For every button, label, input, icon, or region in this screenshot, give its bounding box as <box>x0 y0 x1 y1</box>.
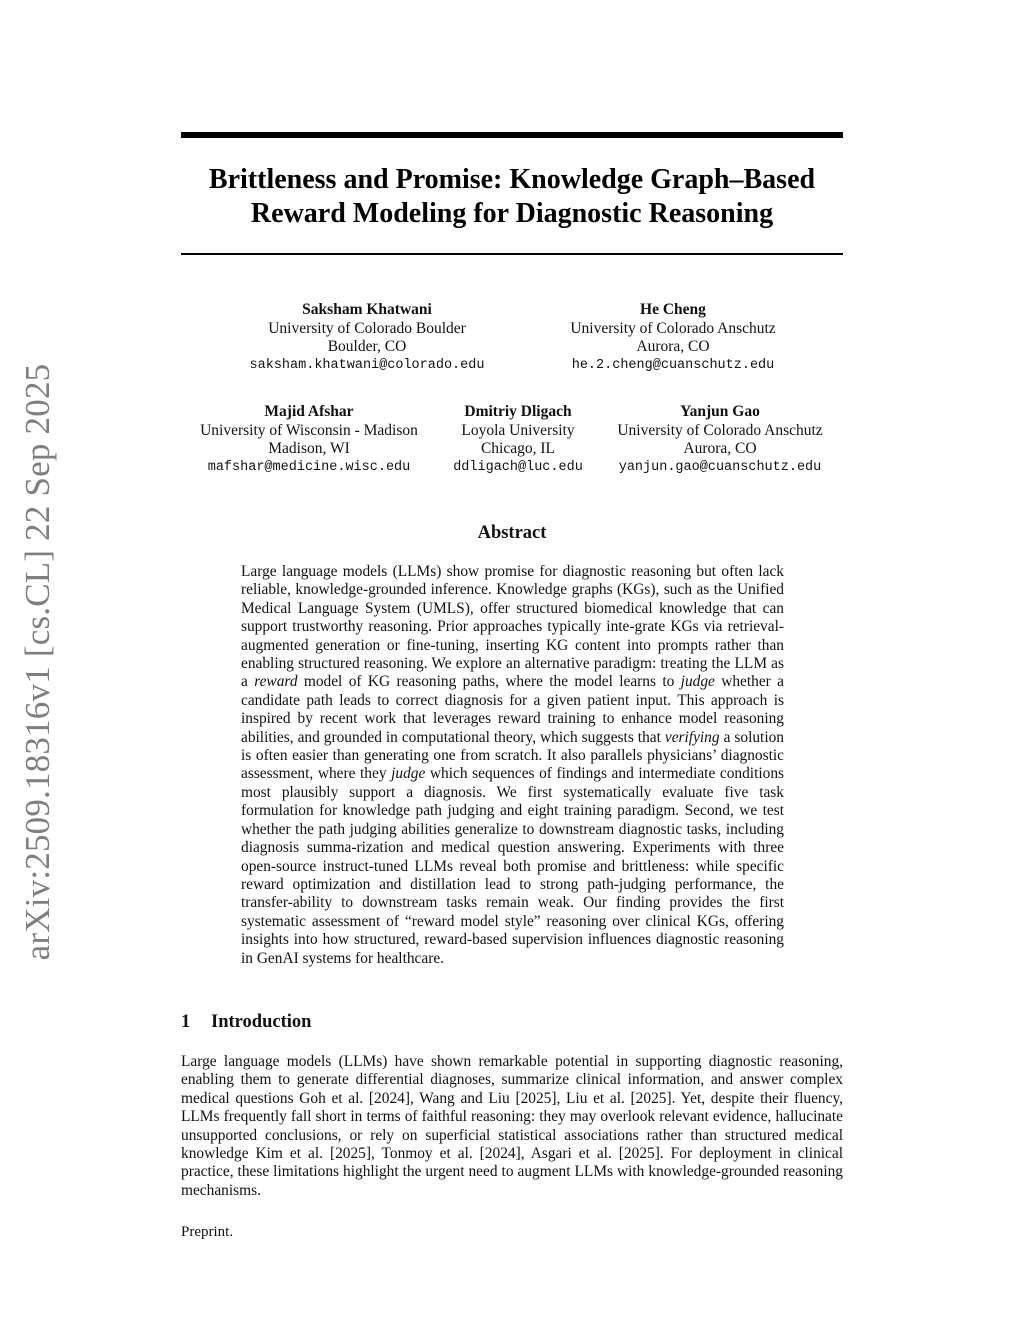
abstract-text: a solution is often easier than generating one from scratch. It also parallels physicians’ diagnostic assessment, where they <box>241 728 784 783</box>
author-location: Boulder, CO <box>327 338 407 355</box>
arxiv-stamp-text: arXiv:2509.18316v1 [cs.CL] 22 Sep 2025 <box>18 363 57 961</box>
abstract-emphasis: judge <box>680 673 715 691</box>
author-location: Chicago, IL <box>480 440 556 457</box>
paper-title-line-1: Brittleness and Promise: Knowledge Graph–Based <box>208 164 816 195</box>
title-bottom-rule <box>181 253 843 255</box>
author-block <box>250 301 485 375</box>
title-top-rule <box>181 132 843 138</box>
paper-title <box>181 163 843 231</box>
abstract-emphasis: judge <box>391 765 426 783</box>
author-block <box>200 403 418 477</box>
section-number: 1 <box>181 1012 191 1032</box>
abstract-paragraph <box>241 563 784 968</box>
paper-title-line-2: Reward Modeling for Diagnostic Reasoning <box>250 198 774 229</box>
author-location: Madison, WI <box>268 440 350 457</box>
section-title: Introduction <box>211 1012 312 1032</box>
author-location: Aurora, CO <box>683 440 757 457</box>
abstract-text: whether a candidate path leads to correct diagnosis for a given patient input. This approach is inspired by recent work that leverages reward training to enhance model reasoning abilities, and grounded in computational theory, which suggests that <box>241 673 784 746</box>
author-affiliation: University of Colorado Boulder <box>268 319 466 337</box>
author-name: Yanjun Gao <box>680 403 760 420</box>
section-heading-introduction <box>181 1012 311 1033</box>
author-block <box>570 301 775 375</box>
author-affiliation: Loyola University <box>461 421 575 439</box>
author-email[interactable]: mafshar@medicine.wisc.edu <box>207 459 411 475</box>
author-affiliation: University of Wisconsin - Madison <box>200 421 418 439</box>
author-affiliation: University of Colorado Anschutz <box>617 421 823 439</box>
author-name: Majid Afshar <box>264 403 354 420</box>
abstract-body <box>241 563 784 968</box>
author-location: Aurora, CO <box>636 338 710 355</box>
author-block <box>453 403 583 477</box>
footer-note: Preprint. <box>181 1224 234 1240</box>
author-email[interactable]: yanjun.gao@cuanschutz.edu <box>618 459 822 475</box>
author-name: Saksham Khatwani <box>302 301 432 318</box>
abstract-text: Large language models (LLMs) show promise for diagnostic reasoning but often lack reliable, knowledge-grounded inference. Knowledge graphs (KGs), such as the Unified Medical Language System (UMLS), offer structured biomedical knowledge that can support trustworthy reasoning. Prior approaches typically inte-grate KGs via retrieval-augmented generation or fine-tuning, inserting KG content into prompts rather than enabling structured reasoning. We explore an alternative paradigm: treating the LLM as a <box>241 563 784 691</box>
author-block <box>617 403 822 477</box>
abstract-text: model of KG reasoning paths, where the model learns to <box>297 673 681 691</box>
author-email[interactable]: he.2.cheng@cuanschutz.edu <box>571 357 775 373</box>
introduction-paragraph: Large language models (LLMs) have shown remarkable potential in supporting diagnostic reasoning, enabling them to generate differential diagnoses, summarize clinical information, and answer complex medical questions Goh et al. [2024], Wang and Liu [2025], Liu et al. [2025]. Yet, despite their fluency, LLMs frequently fall short in terms of faithful reasoning: they may overlook relevant evidence, hallucinate unsupported conclusions, or rely on superficial statistical associations rather than structured medical knowledge Kim et al. [2025], Tonmoy et al. [2024], Asgari et al. [2025]. For deployment in clinical practice, these limitations highlight the urgent need to augment LLMs with knowledge-grounded reasoning mechanisms. <box>181 1053 843 1199</box>
author-email[interactable]: saksham.khatwani@colorado.edu <box>249 357 485 373</box>
abstract-emphasis: reward <box>254 673 298 691</box>
abstract-heading: Abstract <box>477 523 547 543</box>
introduction-body <box>181 1053 843 1200</box>
abstract-text: which sequences of findings and intermediate conditions most plausibly support a diagnosis. We first systematically evaluate five task formulation for knowledge path judging and eight training paradigm. Second, we test whether the path judging abilities generalize to downstream diagnostic tasks, including diagnosis summa-rization and medical question answering. Experiments with three open-source instruct-tuned LLMs reveal both promise and brittleness: while specific reward optimization and distillation lead to strong path-judging performance, the transfer-ability to downstream tasks remain weak. Our finding provides the first systematic assessment of “reward model style” reasoning over clinical KGs, offering insights into how structured, reward-based supervision influences diagnostic reasoning in GenAI systems for healthcare. <box>241 765 785 967</box>
author-name: Dmitriy Dligach <box>464 403 572 420</box>
author-name: He Cheng <box>640 301 706 318</box>
author-affiliation: University of Colorado Anschutz <box>570 319 776 337</box>
author-email[interactable]: ddligach@luc.edu <box>453 459 583 475</box>
abstract-emphasis: verifying <box>664 728 720 746</box>
